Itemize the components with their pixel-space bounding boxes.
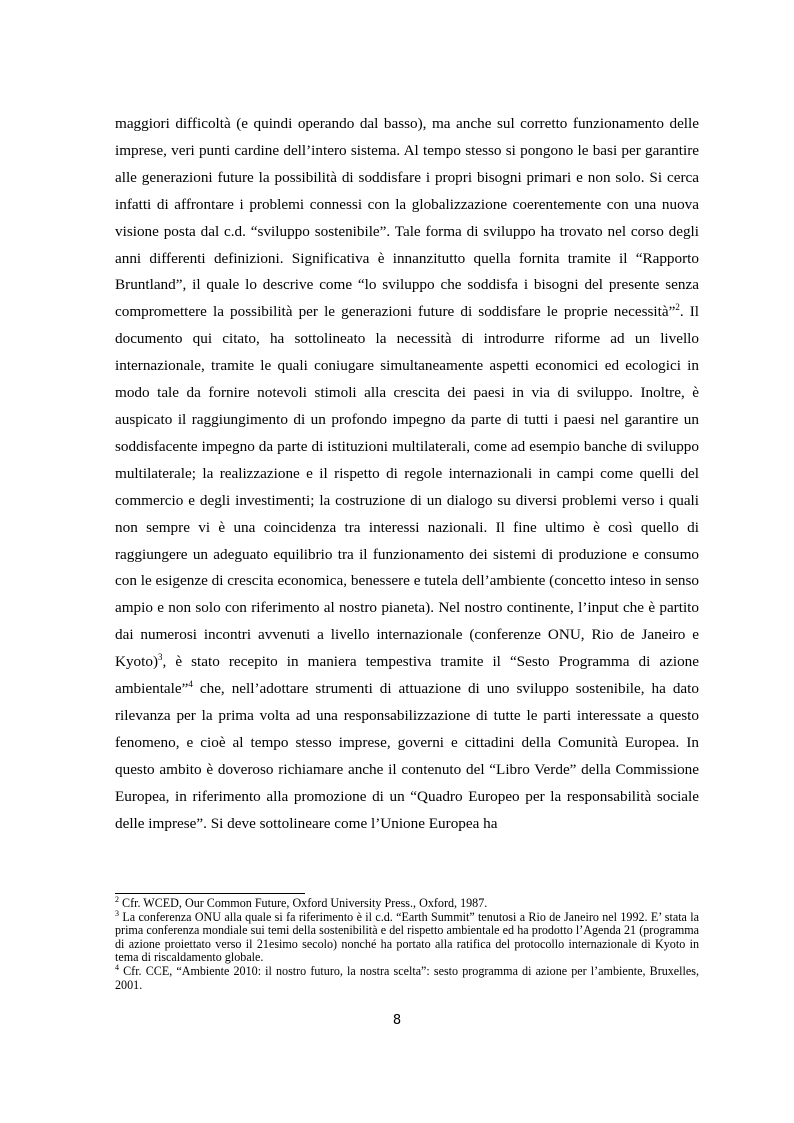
page-number: 8	[392, 1013, 402, 1028]
body-text-segment-4: che, nell’adottare strumenti di attuazione di uno sviluppo sostenibile, ha dato rilevanza per la prima volta ad una responsabilizzazione di tutte le parti interessate a questo fenomeno, e cioè al tempo stesso imprese, governi e cittadini della Comunità Europea. In questo ambito è doveroso richiamare anche il contenuto del “Libro Verde” della Commissione Europea, in riferimento alla promozione di un “Quadro Europeo per la responsabilità sociale delle imprese”. Si deve sottolineare come l’Unione Europea ha	[115, 680, 699, 832]
footnote-number: 2	[115, 894, 119, 904]
footnote-separator	[115, 893, 305, 894]
body-text-segment-3: , è stato recepito in maniera tempestiva tramite il “Sesto Programma di azione ambientale”	[115, 653, 699, 698]
footnote-2	[115, 894, 699, 911]
footnotes-section	[115, 894, 699, 992]
body-text-segment-1: maggiori difficoltà (e quindi operando dal basso), ma anche sul corretto funzionamento delle imprese, veri punti cardine dell’intero sistema. Al tempo stesso si pongono le basi per garantire alle generazioni future la possibilità di soddisfare i propri bisogni primari e non solo. Si cerca infatti di affrontare i problemi connessi con la globalizzazione coerentemente con una nuova visione posta dal c.d. “sviluppo sostenibile”. Tale forma di sviluppo ha trovato nel corso degli anni differenti definizioni. Significativa è innanzitutto quella fornita tramite il “Rapporto Bruntland”, il quale lo descrive come “lo sviluppo che soddisfa i bisogni del presente senza compromettere la possibilità per le generazioni future di soddisfare le proprie necessità”	[115, 115, 699, 321]
footnote-reference-3[interactable]: 3	[158, 652, 163, 663]
body-paragraph	[115, 111, 699, 837]
footnote-text: Cfr. WCED, Our Common Future, Oxford University Press., Oxford, 1987.	[119, 896, 488, 910]
footnote-reference-4[interactable]: 4	[188, 678, 193, 689]
footnote-text: Cfr. CCE, “Ambiente 2010: il nostro futuro, la nostra scelta”: sesto programma di azione per l’ambiente, Bruxelles, 2001.	[115, 963, 699, 992]
footnote-text: La conferenza ONU alla quale si fa riferimento è il c.d. “Earth Summit” tenutosi a Rio de Janeiro nel 1992. E’ stata la prima conferenza mondiale sui temi della sostenibilità e del rispetto ambientale ed ha prodotto l’Agenda 21 (programma di azione proiettato verso il 21esimo secolo) nonché ha portato alla ratifica del protocollo internazionale di Kyoto in tema di riscaldamento globale.	[115, 909, 699, 965]
footnote-3	[115, 908, 699, 965]
footnote-number: 3	[115, 908, 119, 918]
footnote-reference-2[interactable]: 2	[675, 302, 680, 313]
footnote-4	[115, 962, 699, 992]
footnote-number: 4	[115, 962, 119, 972]
body-text-segment-2: . Il documento qui citato, ha sottolineato la necessità di introdurre riforme ad un livello internazionale, tramite le quali coniugare simultaneamente aspetti economici ed ecologici in modo tale da fornire notevoli stimoli alla crescita dei paesi in via di sviluppo. Inoltre, è auspicato il raggiungimento di un profondo impegno da parte di tutti i paesi nel garantire un soddisfacente impegno da parte di istituzioni multilaterali, come ad esempio banche di sviluppo multilaterale; la realizzazione e il rispetto di regole internazionali in campi come quelli del commercio e degli investimenti; la costruzione di un dialogo su diversi problemi verso i quali non sempre vi è una coincidenza tra interessi nazionali. Il fine ultimo è così quello di raggiungere un adeguato equilibrio tra il funzionamento dei sistemi di produzione e consumo con le esigenze di crescita economica, benessere e tutela dell’ambiente (concetto inteso in senso ampio e non solo con riferimento al nostro pianeta). Nel nostro continente, l’input che è partito dai numerosi incontri avvenuti a livello internazionale (conferenze ONU, Rio de Janeiro e Kyoto)	[115, 303, 700, 671]
